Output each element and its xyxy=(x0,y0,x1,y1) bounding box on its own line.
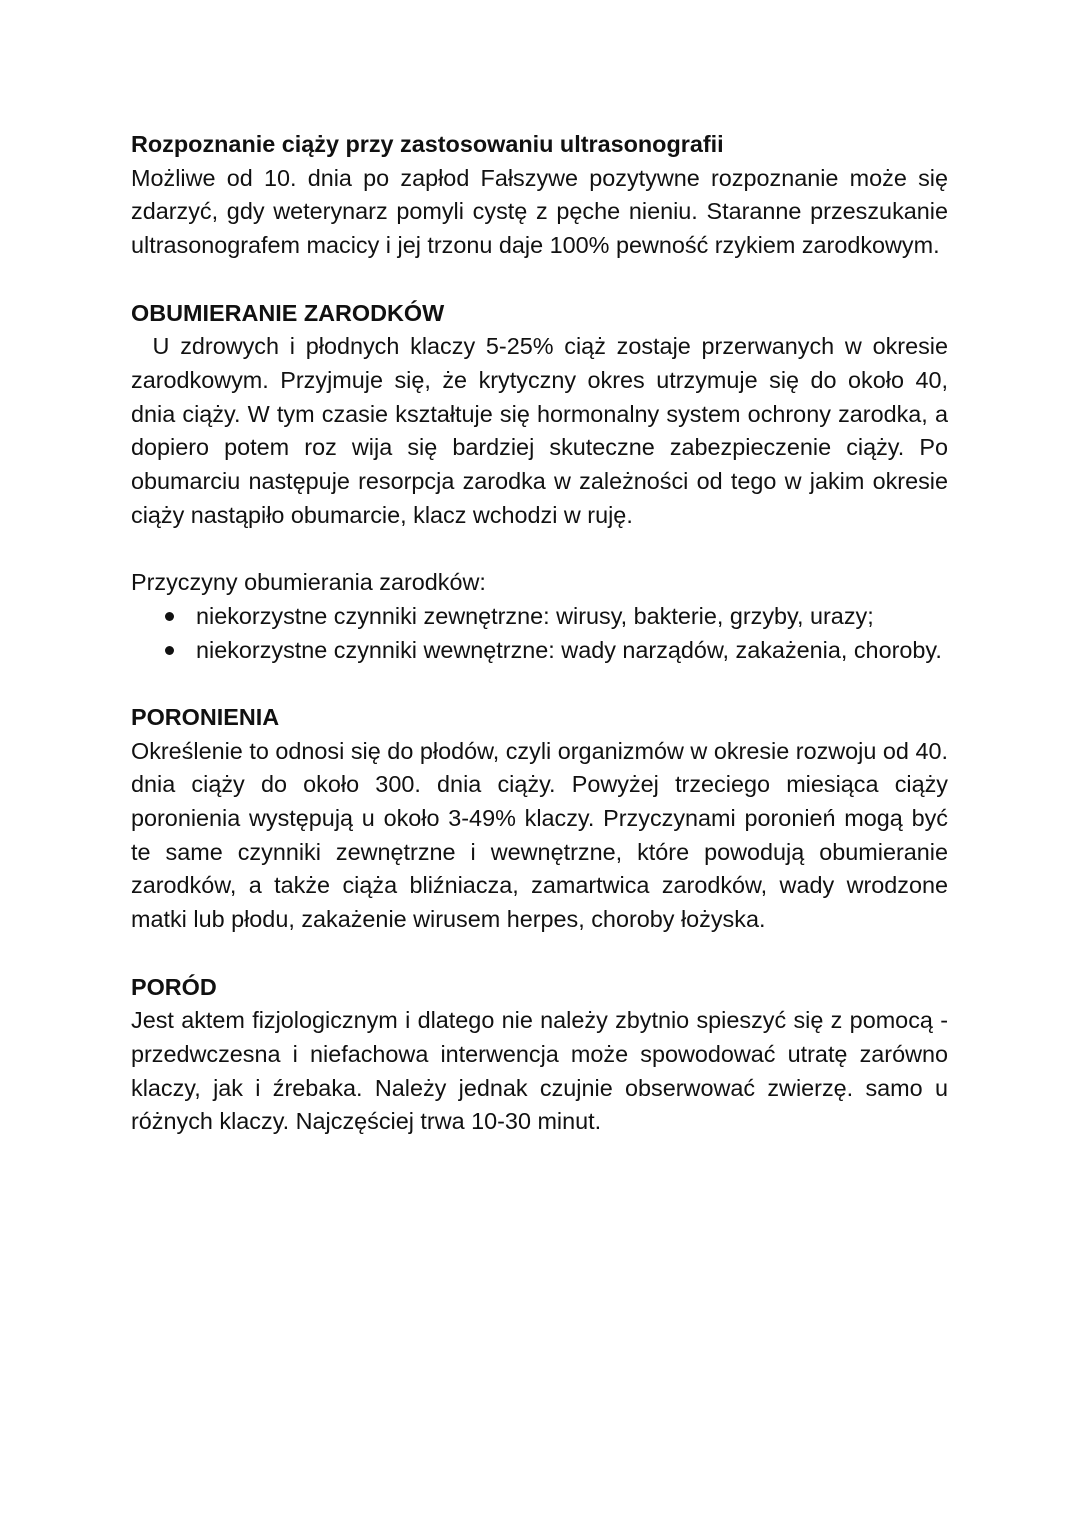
list-intro: Przyczyny obumierania zarodków: xyxy=(131,569,486,596)
section-heading: Rozpoznanie ciąży przy zastosowaniu ultrasonografii xyxy=(131,131,724,157)
causes-list xyxy=(131,600,948,667)
document-page xyxy=(131,128,948,1139)
spacer xyxy=(131,263,948,297)
section-ultrasonography xyxy=(131,128,948,263)
section-paragraph xyxy=(131,330,948,532)
section-heading: PORÓD xyxy=(131,973,217,1000)
section-heading: OBUMIERANIE ZARODKÓW xyxy=(131,299,445,326)
paragraph-text: U zdrowych i płodnych klaczy 5-25% ciąż zostaje przerwanych w okresie zarodkowym. Przyjmuje się, że krytyczny okres utrzymuje się do około 40, dnia ciąży. W tym czasie kształtuje się hormonalny system ochrony zarodka, a dopiero potem roz wija się bardziej skuteczne zabezpieczenie ciąży. Po obumarciu następuje resorpcja zarodka w zależności od tego w jakim okresie ciąży nastąpiło obumarcie, klacz wchodzi w ruję. xyxy=(131,333,948,528)
section-paragraph: Jest aktem fizjologicznym i dlatego nie należy zbytnio spieszyć się z pomocą - przedwczesna i niefachowa interwencja może spowodować utratę zarówno klaczy, jak i źrebaka. Należy jednak czujnie obserwować zwierzę. samo u różnych klaczy. Najczęściej trwa 10-30 minut. xyxy=(131,1007,948,1135)
spacer xyxy=(131,937,948,971)
spacer xyxy=(131,532,948,566)
section-paragraph: Możliwe od 10. dnia po zapłod Fałszywe pozytywne rozpoznanie może się zdarzyć, gdy weterynarz pomyli cystę z pęche nieniu. Staranne przeszukanie ultrasonografem macicy i jej trzonu daje 100% pewność rzykiem zarodkowym. xyxy=(131,164,948,259)
list-item xyxy=(131,634,948,668)
section-heading: PORONIENIA xyxy=(131,703,280,730)
list-item-text: niekorzystne czynniki wewnętrzne: wady narządów, zakażenia, choroby. xyxy=(196,636,942,663)
spacer xyxy=(131,667,948,701)
list-item xyxy=(131,600,948,634)
section-miscarriages xyxy=(131,701,948,937)
section-birth xyxy=(131,971,948,1140)
bullet-icon xyxy=(165,612,174,621)
section-paragraph: Określenie to odnosi się do płodów, czyli organizmów w okresie rozwoju od 40. dnia ciąży do około 300. dnia ciąży. Powyżej trzeciego miesiąca ciąży poronienia występują u około 3-49% klaczy. Przyczynami poronień mogą być te same czynniki zewnętrzne i wewnętrzne, które powodują obumieranie zarodków, a także ciąża bliźniacza, zamartwica zarodków, wady wrodzone matki lub płodu, zakażenie wirusem herpes, choroby łożyska. xyxy=(131,737,948,933)
list-item-text: niekorzystne czynniki zewnętrzne: wirusy, bakterie, grzyby, urazy; xyxy=(196,602,874,629)
bullet-icon xyxy=(165,646,174,655)
section-embryo-death xyxy=(131,297,948,668)
